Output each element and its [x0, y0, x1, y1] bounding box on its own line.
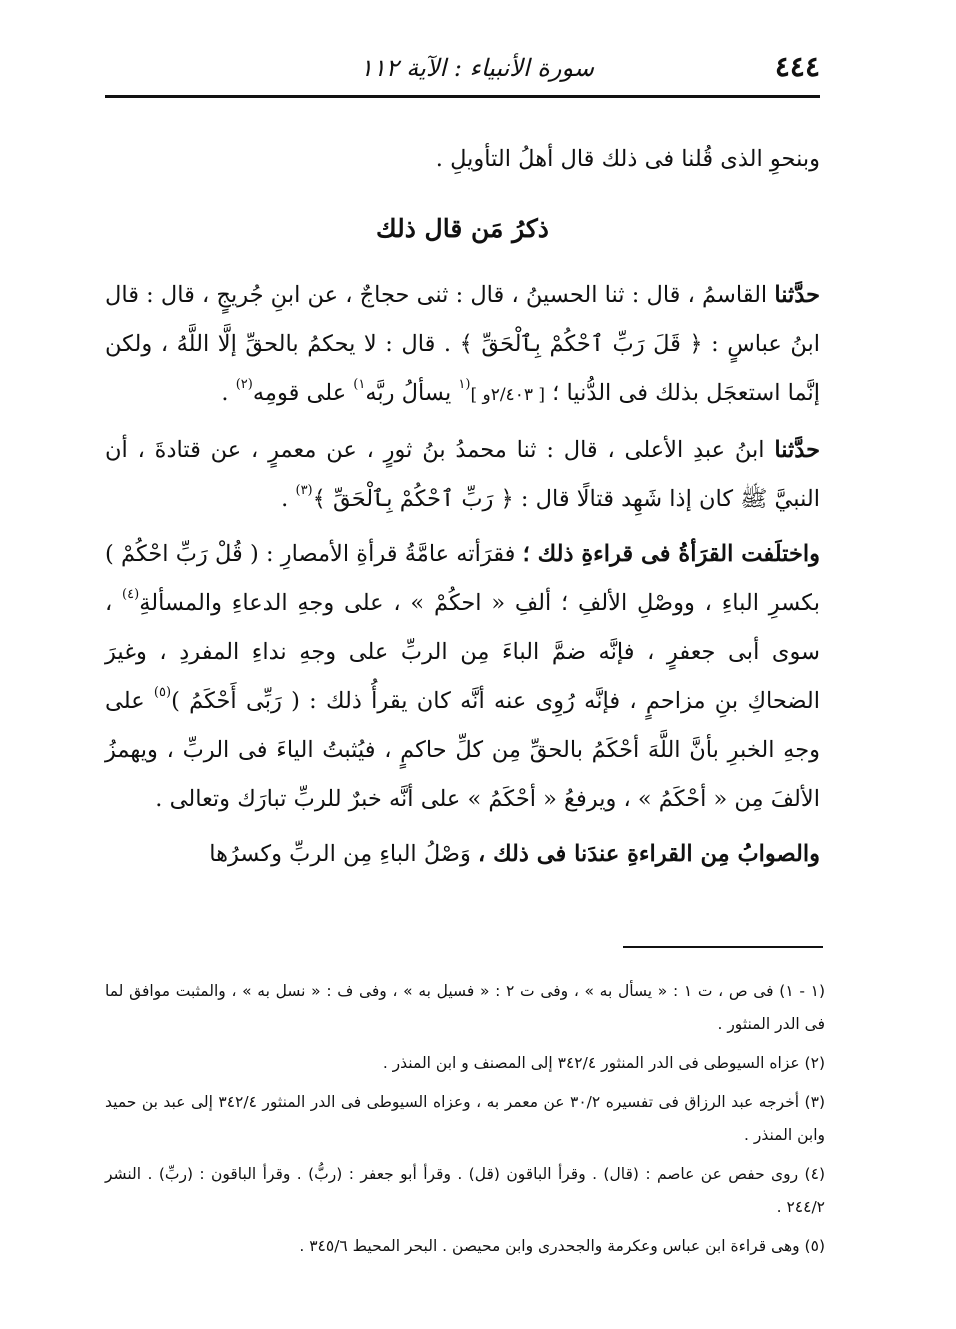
- paragraph-1: وبنحوِ الذى قُلنا فى ذلك قال أهلُ التأويلِ .: [435, 146, 820, 172]
- paragraph-2-verse: ﴿ قَلَ رَبِّ ٱحْكُمْ بِٱلْحَقِّ ﴾: [459, 331, 703, 357]
- footnote-3: (٣) أخرجه عبد الرزاق فى تفسيره ٣٠/٢ عن معمر به ، وعزاه السيوطى فى الدر المنثور ٣٤٢/٤ إلى عبد بن حميد وابن المنذر .: [105, 1093, 825, 1144]
- footnotes: [105, 975, 825, 1269]
- paragraph-5: [105, 830, 820, 879]
- paragraph-2-text-c: يسألُ ربَّه: [365, 380, 459, 406]
- footnote-1: (١ - ١) فى ص ، ت ١ : « يسأل به » ، وفى ت ٢ : « فسيل به » ، وفى ف : « نسل به » ، والمثبت موافق لما فى الدر المنثور .: [105, 982, 825, 1033]
- paragraph-3-text-b: .: [281, 486, 296, 512]
- footnote-marker-3: (٣): [295, 483, 313, 498]
- section-heading: ذكرُ مَن قال ذلك: [376, 214, 549, 243]
- paragraph-3-lead: حدَّثنا: [774, 437, 821, 463]
- paragraph-2: [105, 271, 820, 420]
- paragraph-4-text-a: فقرَأته عامَّةُ قرأةِ الأمصارِ : ( قُلْ رَبِّ احْكُمْ ) بكسرِ الباءِ ، ووصْلِ الألفِ ؛ ألفِ « احكُمْ » ، على وجهِ الدعاءِ والمسألةِ: [105, 541, 820, 616]
- paragraph-3: [105, 426, 820, 524]
- paragraph-2-text-a: القاسمُ ، قال : ثنا الحسينُ ، قال : ثنى حجاجٌ ، عن ابنِ جُريجٍ ، قال : قال ابنُ عباسٍ :: [105, 282, 821, 357]
- paragraph-3-verse: ﴿ رَبِّ ٱحْكُمْ بِٱلْحَقِّ ﴾: [312, 486, 514, 512]
- footnote-5: (٥) وهى قراءة ابن عباس وعكرمة والجحدرى وابن محيصن . البحر المحيط ٣٤٥/٦ .: [299, 1237, 825, 1255]
- main-text: [105, 135, 820, 879]
- manuscript-reference: [ ٢/٤٠٣و ]: [470, 385, 546, 405]
- paragraph-4: [105, 530, 820, 824]
- footnote-marker-1-open: (١: [458, 377, 471, 392]
- footnote-marker-2: (٢): [235, 377, 253, 392]
- footnote-marker-4: (٤): [122, 587, 140, 602]
- running-title: سورة الأنبياء : الآية ١١٢: [360, 54, 594, 82]
- paragraph-2-text-b: . قال : لا يحكمُ بالحقِّ إلَّا اللَّهُ ، ولكن إنَّما استعجَل بذلك فى الدُّنيا ؛: [105, 331, 820, 406]
- paragraph-3-text-a: ابنُ عبدِ الأعلى ، قال : ثنا محمدُ بنُ ثورٍ ، عن معمرٍ ، عن قتادةَ ، أن النبيَّ ﷺ كان إذا شَهِد قتالًا قال :: [105, 437, 820, 512]
- paragraph-2-lead: حدَّثنا: [774, 282, 820, 308]
- paragraph-5-text-a: وَصْلُ الباءِ مِن الربِّ وكسرُها: [209, 841, 478, 867]
- footnote-4: (٤) روى حفص عن عاصم : (قال) . وقرأ الباقون (قل) . وقرأ أبو جعفر : (ربُّ) . وقرأ الباقون : (ربِّ) . النشر ٢٤٤/٢ .: [105, 1165, 825, 1216]
- paragraph-4-text-c: على وجهِ الخبرِ بأنَّ اللَّهَ أحْكَمُ بالحقِّ مِن كلِّ حاكمٍ ، فيُثبتُ الياءَ فى الربِّ ، ويهمزُ الألفَ مِن « أحْكَمُ » ، ويرفعُ « أحْكَمُ » على أنَّه خبرٌ للربِّ تبارَك وتعالى .: [105, 688, 820, 812]
- paragraph-4-text-b: ، سوى أبى جعفرٍ ، فإنَّه ضمَّ الباءَ مِن الربِّ على وجهِ نداءِ المفردِ ، وغيرَ الضحاكِ بنِ مزاحمٍ ، فإنَّه رُوِى عنه أنَّه كان يقرأُ ذلك : ( رَبِّى أَحْكَمُ ): [105, 590, 821, 714]
- paragraph-5-lead: والصوابُ مِن القراءةِ عندَنا فى ذلك ،: [478, 841, 820, 867]
- page-number: ٤٤٤: [774, 50, 820, 83]
- paragraph-4-lead: واختلَفت القرَأةُ فى قراءةِ ذلك ؛: [522, 541, 820, 567]
- footnote-rule: [623, 946, 823, 948]
- paragraph-2-text-e: .: [221, 380, 236, 406]
- footnote-marker-5: (٥): [153, 685, 172, 700]
- footnote-2: (٢) عزاه السيوطى فى الدر المنثور ٣٤٢/٤ إلى المصنف و ابن المنذر .: [382, 1054, 825, 1072]
- header-rule: [105, 95, 820, 98]
- page-header: [105, 40, 820, 83]
- paragraph-2-text-d: على قومِه: [252, 380, 354, 406]
- footnote-marker-1-close: ١): [353, 377, 366, 392]
